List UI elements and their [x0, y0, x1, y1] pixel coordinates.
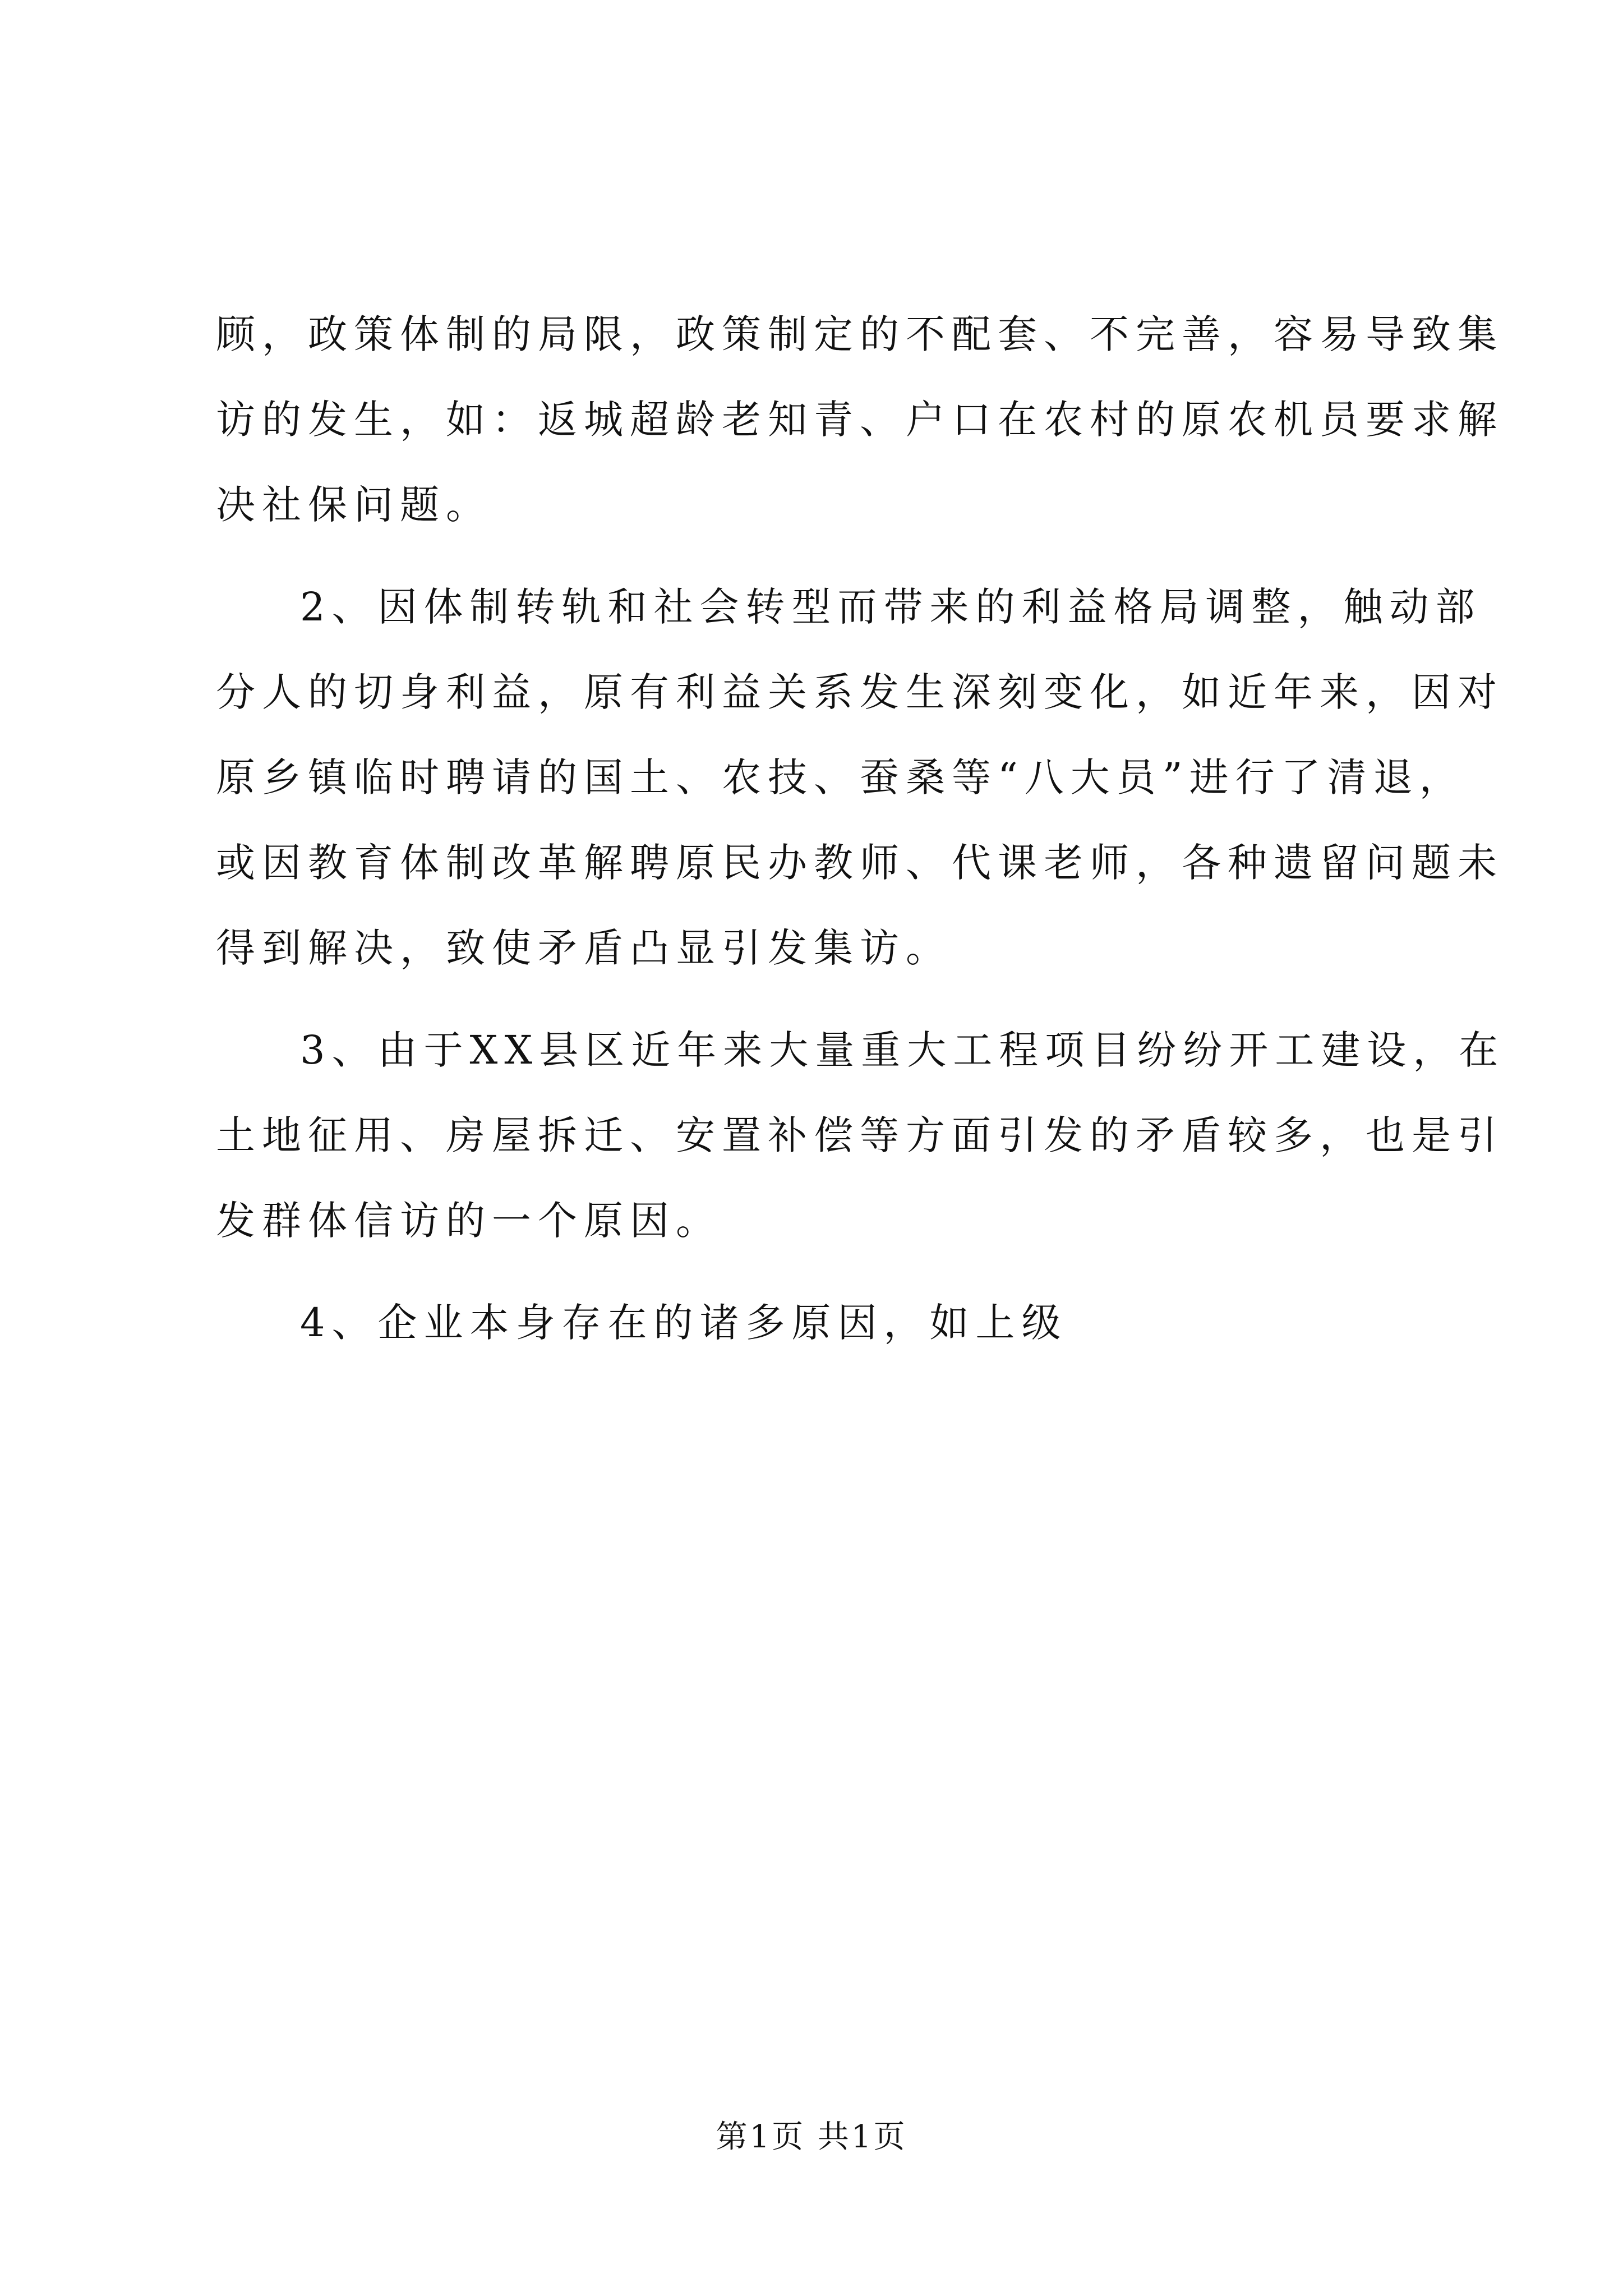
paragraph-item-3 [216, 1007, 1505, 1263]
document-body [216, 292, 1505, 1365]
page-number-footer: 第1页 共1页 [716, 2119, 907, 2155]
text-line: 得到解决，致使矛盾凸显引发集访。 [216, 925, 952, 971]
paragraph-item-4 [216, 1280, 1438, 1365]
text-line: 发群体信访的一个原因。 [216, 1198, 722, 1244]
text-line: 土地征用、房屋拆迁、安置补偿等方面引发的矛盾较多，也是引 [216, 1112, 1504, 1158]
text-line: 或因教育体制改革解聘原民办教师、代课老师，各种遗留问题未 [216, 840, 1504, 886]
text-line: 4、企业本身存在的诸多原因，如上级 [300, 1300, 1068, 1346]
paragraph-continuation [216, 292, 1504, 547]
text-line: 原乡镇临时聘请的国土、农技、蚕桑等“八大员”进行了清退， [216, 754, 1465, 800]
text-line: 分人的切身利益，原有利益关系发生深刻变化，如近年来，因对 [216, 669, 1504, 715]
text-line: 3、由于XX县区近年来大量重大工程项目纷纷开工建设，在 [300, 1027, 1505, 1073]
paragraph-item-2 [216, 564, 1504, 991]
text-line: 2、因体制转轨和社会转型而带来的利益格局调整，触动部 [300, 584, 1482, 630]
text-line: 决社保问题。 [216, 482, 492, 528]
text-line: 访的发生，如：返城超龄老知青、户口在农村的原农机员要求解 [216, 397, 1504, 443]
text-line: 顾，政策体制的局限，政策制定的不配套、不完善，容易导致集 [216, 311, 1504, 357]
